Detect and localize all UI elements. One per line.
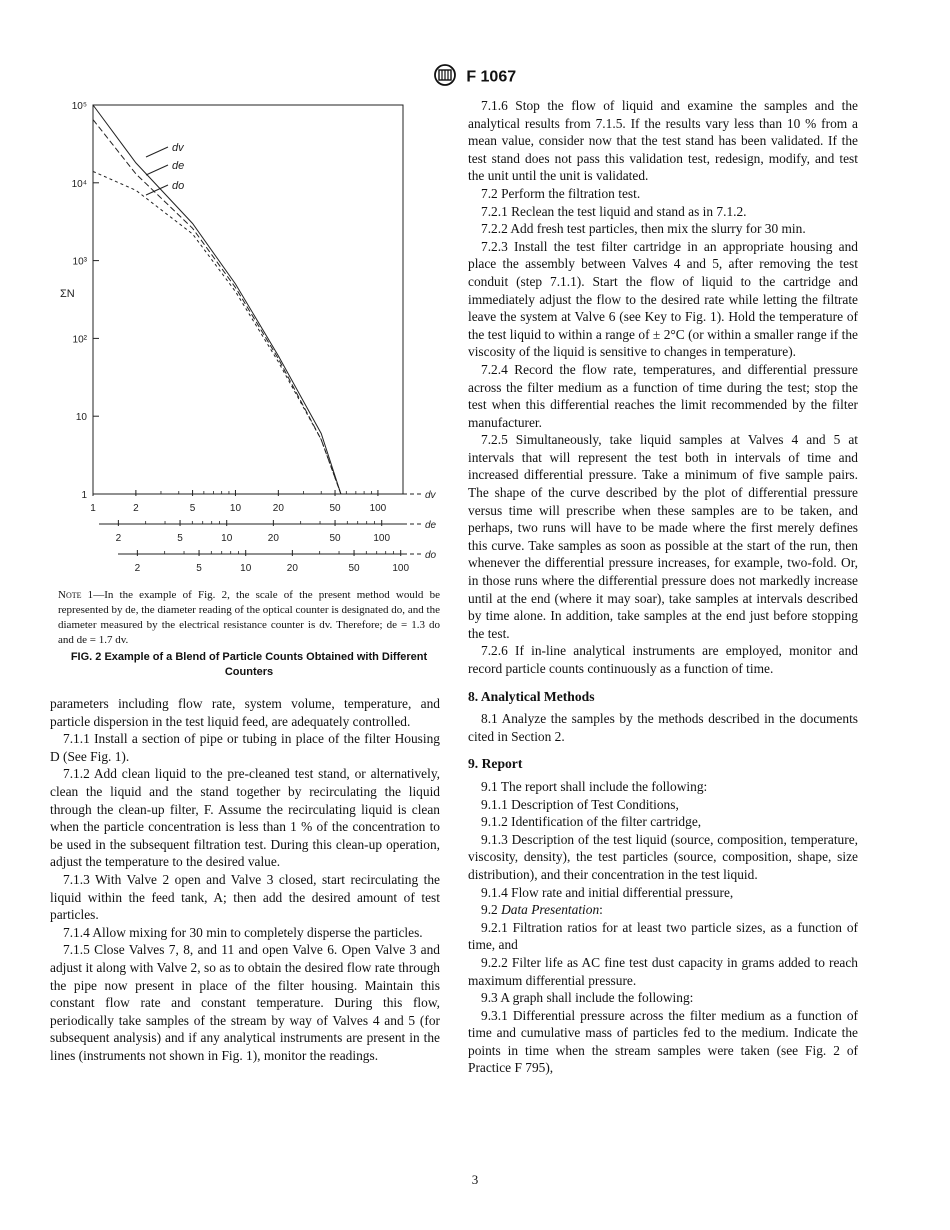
legend-label: dv xyxy=(172,142,184,154)
x-axis-label: dv xyxy=(425,490,436,501)
paragraph: 9.3 A graph shall include the following: xyxy=(481,990,694,1006)
x-tick-label: 2 xyxy=(134,563,141,574)
paragraph: 9.1.3 Description of the test liquid (source, composition, temperature, viscosity, density), the test particles (source, composition, shape, size distribution), and their concentration in the test liquid. xyxy=(468,831,858,882)
paragraph: parameters including flow rate, system volume, temperature, and particle dispersion in the test liquid feed, are adequately controlled. xyxy=(50,696,440,729)
x-tick-label: 10 xyxy=(240,563,252,574)
paragraph: 9.1.1 Description of Test Conditions, xyxy=(481,796,679,812)
x-tick-label: 50 xyxy=(348,563,360,574)
x-tick-label: 5 xyxy=(196,563,202,574)
y-tick-label: 10³ xyxy=(72,256,87,268)
x-tick-label: 100 xyxy=(369,503,387,514)
paragraph: 7.2.2 Add fresh test particles, then mix the slurry for 30 min. xyxy=(481,221,806,237)
document-designation: F 1067 xyxy=(466,68,517,86)
y-tick-label: 1 xyxy=(81,490,87,501)
figure-2-chart xyxy=(58,97,448,582)
paragraph: 7.1.1 Install a section of pipe or tubing in place of the filter Housing D (See Fig. 1). xyxy=(50,731,440,764)
series-line-dv xyxy=(93,105,341,494)
paragraph: 7.1.3 With Valve 2 open and Valve 3 closed, start recirculating the liquid within the feed tank, A; then add the desired amount of test particles. xyxy=(50,871,440,923)
x-axis-label: de xyxy=(425,520,437,531)
note-text: —In the example of Fig. 2, the scale of the present method would be represented by de, the diameter reading of the optical counter is designated do, and the diameter measured by the electrical resistance counter is dv. Therefore; de = 1.3 do and de = 1.7 dv. xyxy=(58,589,440,646)
legend-label: de xyxy=(172,160,185,172)
x-tick-label: 50 xyxy=(329,503,341,514)
paragraph: 7.2.6 If in-line analytical instruments are employed, monitor and record particle counts continuously as a function of time. xyxy=(468,643,858,676)
paragraph: 7.1.2 Add clean liquid to the pre-cleaned test stand, or alternatively, clean the liquid and the stand together by recirculating the liquid through the clean-up filter, F. Assume the recirculating liquid is clean when the particle concentration is less than 1 % of the concentration to be used in the subsequent filtration test. During this clean-up operation, adjust the temperature to the desired value. xyxy=(50,766,440,870)
x-tick-label: 50 xyxy=(329,533,341,544)
section-heading-analytical-methods: 8. Analytical Methods xyxy=(468,688,595,704)
y-axis-label: ΣN xyxy=(60,288,75,300)
paragraph: 9.3.1 Differential pressure across the filter medium as a function of time and cumulative mass of particles fed to the medium. Indicate the points in time when the stream samples were taken (see Fig. 2 of Practice F 795), xyxy=(468,1007,858,1076)
y-tick-label: 10 xyxy=(75,412,87,424)
legend-leader xyxy=(146,165,168,175)
x-axis-label: do xyxy=(425,550,437,561)
y-tick-label: 10² xyxy=(72,334,87,346)
paragraph xyxy=(468,901,858,919)
plot-frame xyxy=(93,105,403,494)
paragraph: 7.2.4 Record the flow rate, temperatures, and differential pressure across the filter medium as a function of time during the test; stop the test when this differential reaches the limit recommended by the filter manufacturer. xyxy=(468,361,858,430)
x-tick-label: 2 xyxy=(133,503,139,514)
clause-title: Data Presentation xyxy=(501,902,600,918)
legend-label: do xyxy=(172,180,185,192)
x-tick-label: 10 xyxy=(229,503,242,514)
series-line-do xyxy=(93,171,341,494)
x-tick-label: 100 xyxy=(373,533,391,544)
paragraph: 7.2 Perform the filtration test. xyxy=(481,185,641,201)
page-header xyxy=(0,64,950,91)
paragraph: 7.2.1 Reclean the test liquid and stand as in 7.1.2. xyxy=(481,203,747,219)
section-heading-report: 9. Report xyxy=(468,756,523,772)
x-tick-label: 5 xyxy=(189,503,196,514)
paragraph: 7.1.5 Close Valves 7, 8, and 11 and open Valve 6. Open Valve 3 and adjust it along with Valve 2, so as to obtain the desired flow rate through the pipe now present in place of the filter housing. Maintain this constant flow rate and constant temperature. During this flow, periodically take samples of the stream by way of Valves 4 and 5 (for subsequent analysis) and if any analytical instruments are present in the lines (instruments not shown in Fig. 1), monitor the readings. xyxy=(50,942,440,1063)
clause-colon: : xyxy=(599,902,603,918)
x-tick-label: 10 xyxy=(221,533,233,544)
left-column xyxy=(50,695,440,1064)
y-tick-label: 10⁴ xyxy=(71,178,87,190)
x-tick-label: 5 xyxy=(177,533,183,544)
paragraph: 9.1.4 Flow rate and initial differential pressure, xyxy=(481,884,734,900)
right-column xyxy=(468,97,858,1077)
paragraph: 9.1.2 Identification of the filter cartridge, xyxy=(481,814,702,830)
figure-caption: FIG. 2 Example of a Blend of Particle Counts Obtained with Different Counters xyxy=(70,651,428,678)
x-tick-label: 20 xyxy=(272,503,284,514)
paragraph: 9.2.1 Filtration ratios for at least two particle sizes, as a function of time, and xyxy=(468,919,858,953)
paragraph: 7.2.3 Install the test filter cartridge in an appropriate housing and place the assembly between Valves 4 and 5, after removing the test conduit (step 7.1.1). Start the flow of liquid to the cartridge and immediately adjust the flow to the desired rate while letting the filtrate leave the system at Valve 6 (see Key to Fig. 1). Hold the temperature of the test liquid to within a range of ± 2°C (or within a smaller range if the viscosity of the liquid is sensitive to changes in temperature). xyxy=(468,238,858,360)
x-tick-label: 100 xyxy=(392,563,410,574)
series-line-de xyxy=(93,120,341,494)
clause-number: 9.2 xyxy=(481,902,502,918)
y-tick-label: 10⁵ xyxy=(71,101,87,112)
figure-note xyxy=(58,588,440,648)
paragraph: 8.1 Analyze the samples by the methods described in the documents cited in Section 2. xyxy=(468,711,858,744)
legend-leader xyxy=(146,147,168,157)
page-number: 3 xyxy=(471,1172,479,1187)
x-tick-label: 20 xyxy=(286,563,298,574)
astm-logo-icon xyxy=(434,64,456,91)
x-tick-label: 2 xyxy=(115,533,122,544)
paragraph: 7.2.5 Simultaneously, take liquid samples at Valves 4 and 5 at intervals that will represent the test both in intervals of time and increased differential pressure. Take a minimum of five sample pairs. The shape of the curve described by the plot of differential pressure versus time will prescribe when these samples are to be taken, and perhaps, two runs will have to be made where the first merely defines this curve. Take samples as soon as possible at the start of the run, then whenever the differential pressure increases, for example, two-fold. Or, in those runs where the differential pressure does not markedly increase until at the end (where it may soar), take samples at intervals described by time alone. In addition, take samples at the end just before stopping the test. xyxy=(468,432,858,641)
x-tick-label: 1 xyxy=(90,503,96,514)
paragraph: 7.1.6 Stop the flow of liquid and examine the samples and the analytical results from 7.1.5. If the results vary less than 10 % from a mean value, consider now that the test stand has been validated. If the test stand does not pass this validation test, redesign, modify, and test the unit until the unit is validated. xyxy=(468,98,858,184)
paragraph: 7.1.4 Allow mixing for 30 min to completely disperse the particles. xyxy=(63,924,423,940)
note-label: Note 1 xyxy=(58,589,94,601)
paragraph: 9.1 The report shall include the following: xyxy=(481,778,708,794)
paragraph: 9.2.2 Filter life as AC fine test dust capacity in grams added to reach maximum differential pressure. xyxy=(468,954,858,988)
x-tick-label: 20 xyxy=(267,533,279,544)
